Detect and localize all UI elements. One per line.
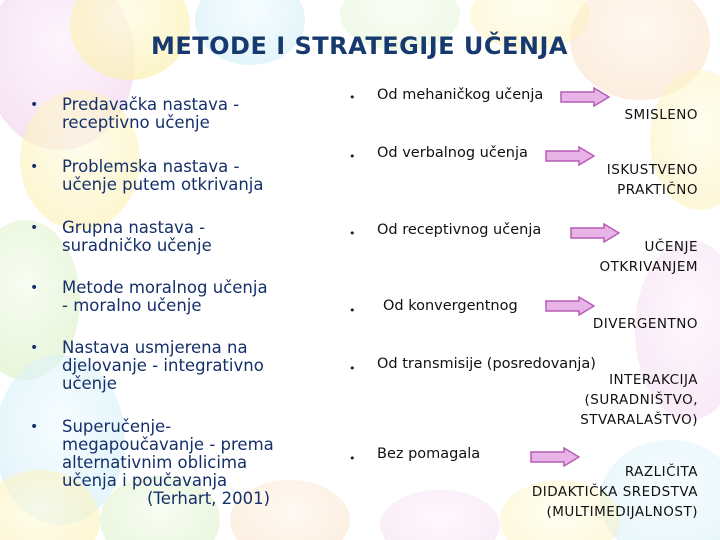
list-item-subtitle: učenje: [62, 374, 117, 393]
transition-from: Od konvergentnog: [383, 298, 518, 314]
list-item-subtitle: suradničko učenje: [62, 236, 212, 255]
bullet-icon: •: [30, 220, 39, 236]
list-item-title: Nastava usmjerena na: [62, 338, 248, 357]
list-item-title: Problemska nastava -: [62, 157, 240, 176]
arrow-right-icon: [545, 296, 595, 316]
bullet-icon: •: [30, 419, 39, 435]
list-item-subtitle: - moralno učenje: [62, 296, 202, 315]
transition-from: Od mehaničkog učenja: [377, 87, 544, 103]
bullet-icon: •: [349, 452, 356, 465]
bullet-icon: •: [349, 362, 356, 375]
list-item-subtitle: djelovanje - integrativno: [62, 356, 264, 375]
transition-to: RAZLIČITA DIDAKTIČKA SREDSTVA (MULTIMEDIJALNOST): [531, 464, 698, 520]
transition-from: Od verbalnog učenja: [377, 145, 528, 161]
bullet-icon: •: [30, 340, 39, 356]
list-item-subtitle: megapoučavanje - prema: [62, 435, 274, 454]
list-item-title: Superučenje-: [62, 417, 172, 436]
list-item-title: Predavačka nastava -: [62, 95, 240, 114]
page-title: METODE I STRATEGIJE UČENJA: [150, 32, 568, 60]
bullet-icon: •: [30, 97, 39, 113]
arrow-right-icon: [560, 87, 610, 107]
list-item-subtitle: učenje putem otkrivanja: [62, 175, 264, 194]
list-item-subtitle: receptivno učenje: [62, 113, 210, 132]
bullet-icon: •: [349, 227, 356, 240]
bullet-icon: •: [349, 304, 356, 317]
list-item-subtitle: učenja i poučavanja: [62, 471, 228, 490]
list-item-title: Grupna nastava -: [62, 218, 206, 237]
list-item-title: Metode moralnog učenja: [62, 278, 268, 297]
arrow-right-icon: [545, 146, 595, 166]
list-item-subtitle: alternativnim oblicima: [62, 453, 248, 472]
transition-to: ISKUSTVENO PRAKTIČNO: [606, 162, 698, 198]
transition-to: DIVERGENTNO: [592, 316, 698, 332]
transition-to: SMISLENO: [624, 107, 698, 123]
transition-to: UČENJE OTKRIVANJEM: [599, 239, 698, 275]
bullet-icon: •: [30, 159, 39, 175]
bullet-icon: •: [30, 280, 39, 296]
transition-from: Bez pomagala: [377, 446, 481, 462]
list-item-citation: (Terhart, 2001): [147, 489, 271, 508]
bullet-icon: •: [349, 91, 356, 104]
transition-to: INTERAKCIJA (SURADNIŠTVO, STVARALAŠTVO): [580, 372, 698, 428]
bullet-icon: •: [349, 150, 356, 163]
transition-from: Od receptivnog učenja: [377, 222, 542, 238]
transition-from: Od transmisije (posredovanja): [377, 356, 596, 372]
